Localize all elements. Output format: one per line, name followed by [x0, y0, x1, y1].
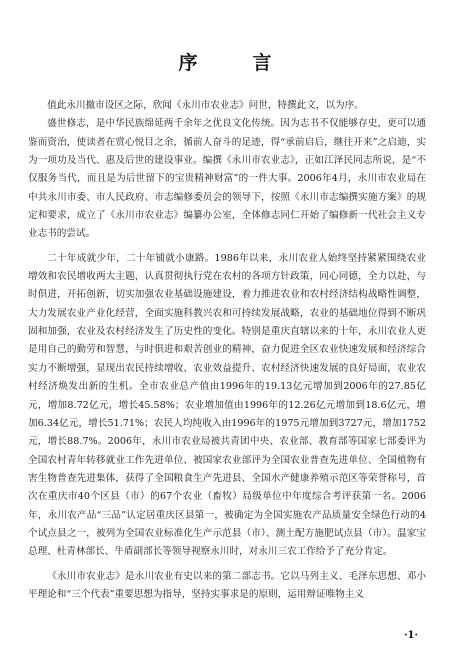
paragraph-intro: 值此永川撤市设区之际，欣闻《永川市农业志》问世，特撰此文，以为序。: [47, 100, 364, 111]
paragraph-gazetteer-tradition: 盛世修志，是中华民族绵延两千余年之优良文化传统。因为志书不仅能够存史，更可以通鉴而资治，使读者在赏心悦目之余，循前人奋斗的足迹，得“承前启后，继往开来”之启迪，实为一项功及当代、惠及后世的建设事业。编撰《永川市农业志》，正如江泽民同志所说，是“不仅服务当代，而且是为后世留下的宝贵精神财富”的一件大事。2006年4月，永川市农业局在中共永川市委、市人民政府、市志编修委员会的领导下，按照《永川市志编撰实施方案》的规定和要求，成立了《永川市农业志》编纂办公室，全体修志同仁开始了编修新一代社会主义专业志书的尝试。: [28, 118, 426, 240]
preface-body: [28, 97, 426, 604]
paragraph-agricultural-achievements: 二十年成就少年，二十年铺就小康路。1986年以来，永川农业人始终坚持紧紧围绕农业增效和农民增收两大主题，认真贯彻执行党在农村的各项方针政策，同心同德，全力以赴，与时俱进，开拓创新，切实加强农业基础设施建设，着力推进农业和农村经济结构战略性调整，大力发展农业产业化经营，全面实施科教兴农和可持续发展战略，农业的基础地位得到不断巩固和加强，农业及农村经济发生了历史性的变化。特别是重庆直辖以来的十年，永川农业人更是用自己的勤劳和智慧，与时俱进和艰苦创业的精神，奋力促进全区农业快速发展和经济综合实力不断增强，显现出农民持续增收、农业效益提升、农村经济快速发展的良好局面，农业农村经济焕发出新的生机。全市农业总产值由1996年的19.13亿元增加到2006年的27.85亿元，增加8.72亿元，增长45.58%；农业增加值由1996年的12.26亿元增加到18.6亿元，增加6.34亿元，增长51.71%；农民人均纯收入由1996年的1975元增加到3727元，增加1752元，增长88.7%。2006年，永川市农业局被共青团中央、农业部、教育部等国家七部委评为全国农村青年转移就业工作先进单位、被国家农业部评为全国农业普查先进单位、全国植物有害生物普查先进集体，获得了全国粮食生产先进县、全国水产健康养殖示范区等荣誉称号，首次在重庆市40个区县（市）的67个农业（畜牧）局级单位中年度综合考评获第一名。2006年，永川农产品“三品”认定居重庆区县第一，被确定为全国实施农产品质量安全绿色行动的4个试点县之一，被列为全国农业标准化生产示范县（市）、测土配方施肥试点县（市）。温家宝总理、杜青林部长、牛盾副部长等领导视察永川时，对永川三农工作给予了充分肯定。: [28, 252, 426, 558]
page-number: ·1·: [404, 630, 418, 641]
page-title: 序 言: [178, 52, 290, 74]
paragraph-book-overview: 《永川市农业志》是永川农业有史以来的第二部志书。它以马列主义、毛泽东思想、邓小平理论和“三个代表”重要思想为指导，坚持实事求是的原则，运用辩证唯物主义: [28, 570, 426, 600]
